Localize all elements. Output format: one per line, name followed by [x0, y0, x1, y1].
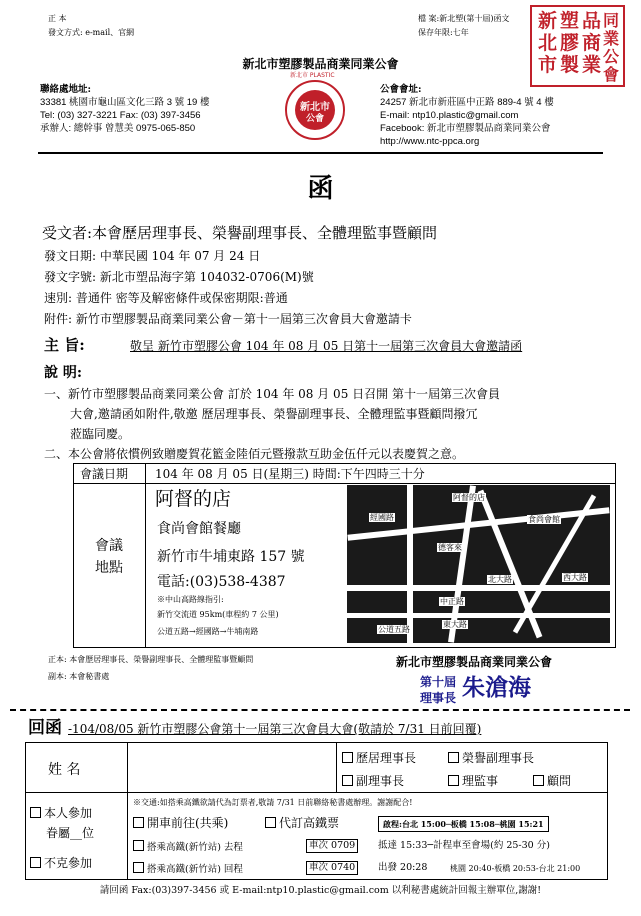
copy-cc-recipients: 副本: 本會秘書處: [48, 672, 110, 681]
contact-left-tel: Tel: (03) 327-3221 Fax: (03) 397-3456: [40, 110, 201, 121]
map-label: 經國路: [370, 513, 394, 522]
contact-right-address: 24257 新北市新莊區中正路 889-4 號 4 樓: [380, 97, 554, 108]
attend-label: 本人參加: [44, 806, 93, 820]
route-line-2: 公道五路→經國路→牛埔南路: [157, 627, 259, 636]
retention-period: 保存年限:七年: [418, 28, 469, 37]
venue-name: 阿督的店: [155, 488, 232, 510]
checkbox-icon: [342, 752, 353, 763]
role-option-past-chair[interactable]: [342, 750, 416, 766]
role-option-label: 歷居理事長: [356, 751, 417, 765]
org-logo: [285, 80, 345, 140]
meeting-date-label: 會議日期: [80, 467, 129, 481]
seal-char: 市: [538, 54, 558, 76]
map-label: 食尚會館: [528, 515, 560, 524]
copy-main-recipients: 正本: 本會歷居理事長、榮譽副理事長、全體理監事暨顧問: [48, 655, 254, 664]
seal-char: 公: [603, 47, 620, 66]
reply-form-col-divider-2: [336, 742, 337, 792]
checkbox-icon: [265, 817, 276, 828]
family-count-field[interactable]: 眷屬__位: [46, 826, 95, 840]
map-label: 北大路: [488, 575, 512, 584]
checkbox-icon: [533, 775, 544, 786]
not-attend-option[interactable]: [30, 855, 92, 871]
checkbox-icon: [133, 817, 144, 828]
meeting-date-value: 104 年 08 月 05 日(星期三) 時間:下午四時三十分: [155, 467, 425, 481]
checkbox-icon: [133, 862, 144, 873]
back-depart-info: 出發 20:28: [378, 862, 428, 873]
seal-char: 製: [560, 54, 580, 76]
role-option-label: 副理事長: [356, 774, 405, 788]
subject-text: 敬呈 新竹市塑膠公會 104 年 08 月 05 日第十一屆第三次會員大會邀請函: [130, 339, 523, 353]
contact-right-website: http://www.ntc-ppca.org: [380, 136, 480, 147]
venue-hall: 食尚會館餐廳: [157, 521, 241, 537]
checkbox-icon: [30, 807, 41, 818]
option-drive[interactable]: [133, 815, 228, 831]
meeting-table-col-divider: [145, 463, 146, 648]
meeting-place-label-1: 會議: [95, 538, 123, 554]
sign-term: 第十屆: [420, 675, 457, 689]
map-label: 德客來: [438, 543, 462, 552]
checkbox-icon: [448, 752, 459, 763]
recipient: 受文者:本會歷居理事長、榮譽副理事長、全體理監事暨顧問: [42, 224, 438, 242]
map-road: [347, 585, 610, 591]
contact-right-facebook: Facebook: 新北市塑膠製品商業同業公會: [380, 123, 551, 134]
letter-title: 函: [307, 174, 334, 204]
role-option-label: 榮譽副理事長: [462, 751, 535, 765]
seal-char: 同: [603, 11, 620, 30]
option-book-ticket-label: 代訂高鐵票: [279, 816, 340, 830]
official-seal: [530, 5, 625, 87]
back-arrive-info: 桃園 20:40-板橋 20:53-台北 21:00: [450, 864, 581, 873]
cut-line: [10, 709, 630, 711]
role-option-director[interactable]: [448, 773, 498, 789]
role-option-advisor[interactable]: [533, 773, 571, 789]
issue-date: 發文日期: 中華民國 104 年 07 月 24 日: [44, 249, 261, 263]
explain-item-1-end: 蒞臨同慶。: [70, 427, 131, 441]
option-hsr-back[interactable]: [133, 862, 243, 876]
checkbox-icon: [30, 857, 41, 868]
contact-right-email: E-mail: ntp10.plastic@gmail.com: [380, 110, 519, 121]
meeting-table-row-divider: [73, 483, 616, 484]
file-number: 檔 案:新北塑(第十屆)函文: [418, 14, 510, 23]
seal-char: 會: [603, 65, 620, 84]
checkbox-icon: [448, 775, 459, 786]
contact-left-address: 33381 桃園市龜山區文化三路 3 號 19 樓: [40, 97, 210, 108]
copy-type: 正 本: [48, 14, 67, 23]
explain-item-2: 二、本公會將依慣例致贈慶賀花籃金陸佰元暨撥款互助金伍仟元以表慶賀之意。: [44, 447, 465, 461]
seal-char: 業: [603, 29, 620, 48]
logo-center-text: 新北市: [300, 102, 330, 113]
subject-label: 主 旨:: [44, 336, 85, 354]
map-road: [407, 485, 413, 643]
contact-left-person: 承辦人: 總幹事 曾慧美 0975-065-850: [40, 123, 196, 134]
option-hsr-go-label: 搭乘高鐵(新竹站) 去程: [147, 842, 243, 853]
seal-char: 業: [582, 54, 602, 76]
map-label: 公道五路: [378, 625, 410, 634]
go-train-no: 車次 0709: [306, 839, 358, 853]
go-arrive-info: 抵達 15:33─計程車至會場(約 25-30 分): [378, 840, 550, 851]
seal-char: 膠: [560, 32, 580, 54]
reply-form-col-divider: [127, 742, 128, 880]
org-name-header: 新北市塑膠製品商業同業公會: [242, 57, 399, 71]
attend-option[interactable]: [30, 805, 92, 821]
checkbox-icon: [342, 775, 353, 786]
doc-number: 發文字號: 新北市塑品海字第 104032-0706(M)號: [44, 270, 314, 284]
logo-top-text: 新北市 PLASTIC: [290, 72, 335, 79]
traffic-note: ※交通:如搭乘高鐵欲請代為訂票者,敬請 7/31 日前聯絡秘書處辦理。謝謝配合!: [133, 798, 413, 807]
venue-phone: 電話:(03)538-4387: [157, 574, 286, 590]
urgency: 速別: 普通件 密等及解密條件或保密期限:普通: [44, 291, 288, 305]
role-option-honorary-vice[interactable]: [448, 750, 534, 766]
map-label-venue: 阿督的店: [453, 493, 485, 502]
reply-form-row-divider: [25, 792, 608, 793]
option-book-ticket[interactable]: [265, 815, 339, 831]
route-line-1: 新竹交流道 95km(車程約 7 公里): [157, 610, 279, 619]
route-title: ※中山高路線指引:: [157, 595, 224, 604]
seal-char: 新: [538, 10, 558, 32]
logo-bottom-text: 公會: [305, 114, 324, 124]
explain-item-1-cont: 大會,邀請函如附件,敬邀 歷居理事長、榮譽副理事長、全體理監事暨顧問撥冗: [70, 407, 478, 421]
seal-char: 商: [582, 32, 602, 54]
back-train-no: 車次 0740: [306, 861, 358, 875]
map-road: [347, 613, 610, 618]
sign-role: 理事長: [420, 691, 457, 705]
name-label: 姓 名: [48, 762, 81, 778]
send-method: 發文方式: e-mail、官網: [48, 28, 135, 37]
contact-left-title: 聯絡處地址:: [40, 84, 92, 95]
contact-right-title: 公會會址:: [380, 84, 422, 95]
role-option-label: 顧問: [547, 774, 572, 788]
reply-title: 回函: [28, 718, 62, 738]
reply-subtitle: -104/08/05 新竹市塑膠公會第十一屆第三次會員大會(敬請於 7/31 日前回覆): [68, 722, 482, 736]
role-option-vice-chair[interactable]: [342, 773, 404, 789]
map-label: 西大路: [563, 573, 587, 582]
checkbox-icon: [133, 840, 144, 851]
not-attend-label: 不克參加: [44, 856, 93, 870]
sign-name: 朱滄海: [462, 674, 531, 701]
name-field[interactable]: [130, 745, 332, 789]
explain-label: 說 明:: [44, 365, 83, 381]
map-label: 東大路: [443, 620, 467, 629]
option-hsr-go[interactable]: [133, 840, 243, 854]
return-note: 請回函 Fax:(03)397-3456 或 E-mail:ntp10.plastic@gmail.com 以利秘書處統計回報主辦單位,謝謝!: [99, 885, 542, 896]
role-option-label: 理監事: [462, 774, 499, 788]
depart-info: 啟程:台北 15:00─板橋 15:08─桃園 15:21: [378, 816, 549, 832]
venue-map: [347, 485, 610, 643]
header-divider: [38, 152, 603, 154]
seal-char: 塑: [560, 10, 580, 32]
map-label: 中正路: [440, 597, 464, 606]
seal-char: 北: [538, 32, 558, 54]
venue-address: 新竹市牛埔東路 157 號: [157, 549, 305, 565]
explain-item-1: 一、新竹市塑膠製品商業同業公會 訂於 104 年 08 月 05 日召開 第十一屆第三次會員: [44, 387, 500, 401]
seal-char: 品: [582, 10, 602, 32]
sign-org: 新北市塑膠製品商業同業公會: [396, 655, 553, 669]
meeting-place-label-2: 地點: [95, 560, 123, 576]
option-drive-label: 開車前往(共乘): [147, 816, 229, 830]
attachment: 附件: 新竹市塑膠製品商業同業公會－第十一屆第三次會員大會邀請卡: [44, 312, 412, 326]
option-hsr-back-label: 搭乘高鐵(新竹站) 回程: [147, 864, 243, 875]
